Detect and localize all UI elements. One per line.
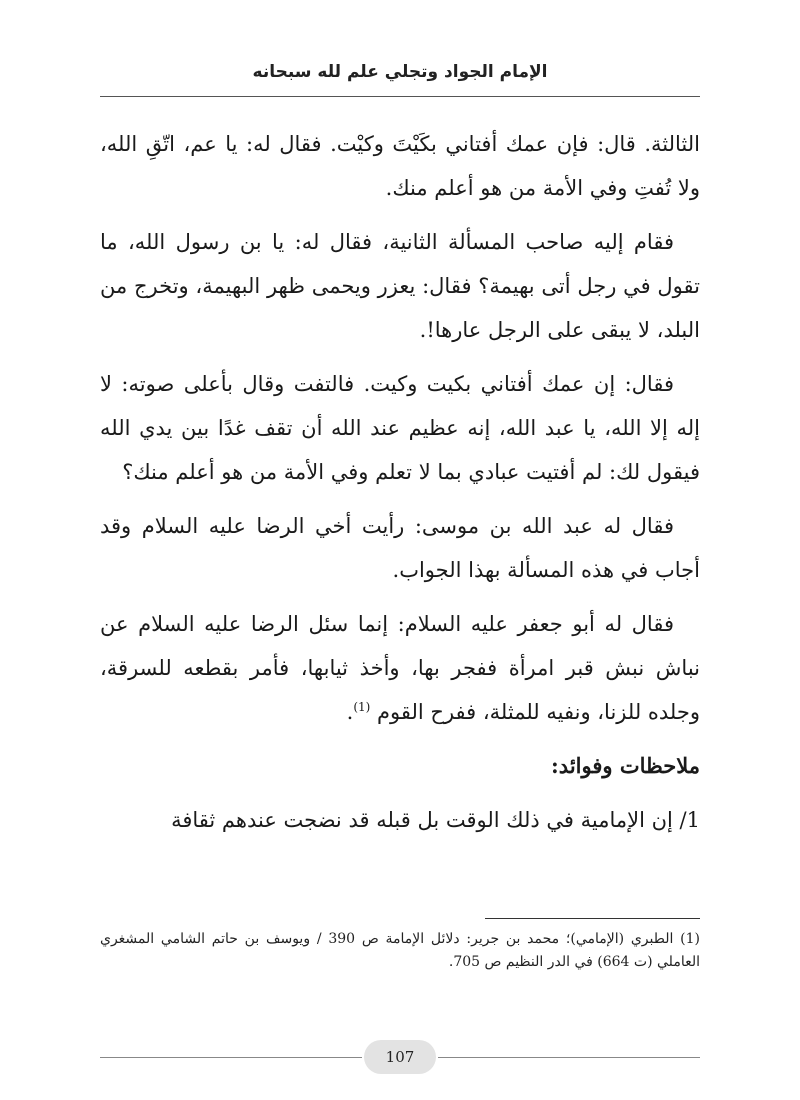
page-number: 107 <box>364 1040 436 1074</box>
footer-line-right <box>438 1057 700 1058</box>
body-text <box>100 122 700 852</box>
footnotes <box>100 928 700 974</box>
paragraph-5-end: . <box>346 700 354 724</box>
paragraph-3: فقال: إن عمك أفتاني بكيت وكيت. فالتفت وقال بأعلى صوته: لا إله إلا الله، يا عبد الله، إنه عظيم عند الله أن تقف غدًا بين يدي الله فيقول لك: لم أفتيت عبادي بما لا تعلم وفي الأمة من هو أعلم منك؟ <box>100 372 700 484</box>
numbered-item-1: 1/ إن الإمامية في ذلك الوقت بل قبله قد نضجت عندهم ثقافة <box>171 808 700 832</box>
paragraph-2: فقام إليه صاحب المسألة الثانية، فقال له: يا بن رسول الله، ما تقول في رجل أتى بهيمة؟ فقال: يعزر ويحمى ظهر البهيمة، وتخرج من البلد، لا يبقى على الرجل عارها!. <box>100 230 700 342</box>
running-header: الإمام الجواد وتجلي علم لله سبحانه <box>252 62 548 82</box>
section-heading: ملاحظات وفوائد: <box>551 753 700 778</box>
paragraph-5 <box>100 602 700 734</box>
header-rule <box>100 96 700 97</box>
footnote-reference[interactable]: (1) <box>353 700 371 714</box>
paragraph-1: الثالثة. قال: فإن عمك أفتاني بكَيْتَ وكيْت. فقال له: يا عم، اتّقِ الله، ولا تُفتِ وفي الأمة من هو أعلم منك. <box>100 132 700 200</box>
paragraph-4: فقال له عبد الله بن موسى: رأيت أخي الرضا عليه السلام وقد أجاب في هذه المسألة بهذا الجواب. <box>100 514 700 582</box>
footnote-rule <box>485 918 700 919</box>
page-footer <box>100 1040 700 1076</box>
footer-line-left <box>100 1057 362 1058</box>
footnote-1: (1) الطبري (الإمامي)؛ محمد بن جرير: دلائل الإمامة ص 390 / ويوسف بن حاتم الشامي المشغري العاملي (ت 664) في الدر النظيم ص 705. <box>100 931 700 970</box>
paragraph-5-text: فقال له أبو جعفر عليه السلام: إنما سئل الرضا عليه السلام عن نباش نبش قبر امرأة ففجر بها، وأخذ ثيابها، فأمر بقطعه للسرقة، وجلده للزنا، ونفيه للمثلة، ففرح القوم <box>100 612 700 724</box>
